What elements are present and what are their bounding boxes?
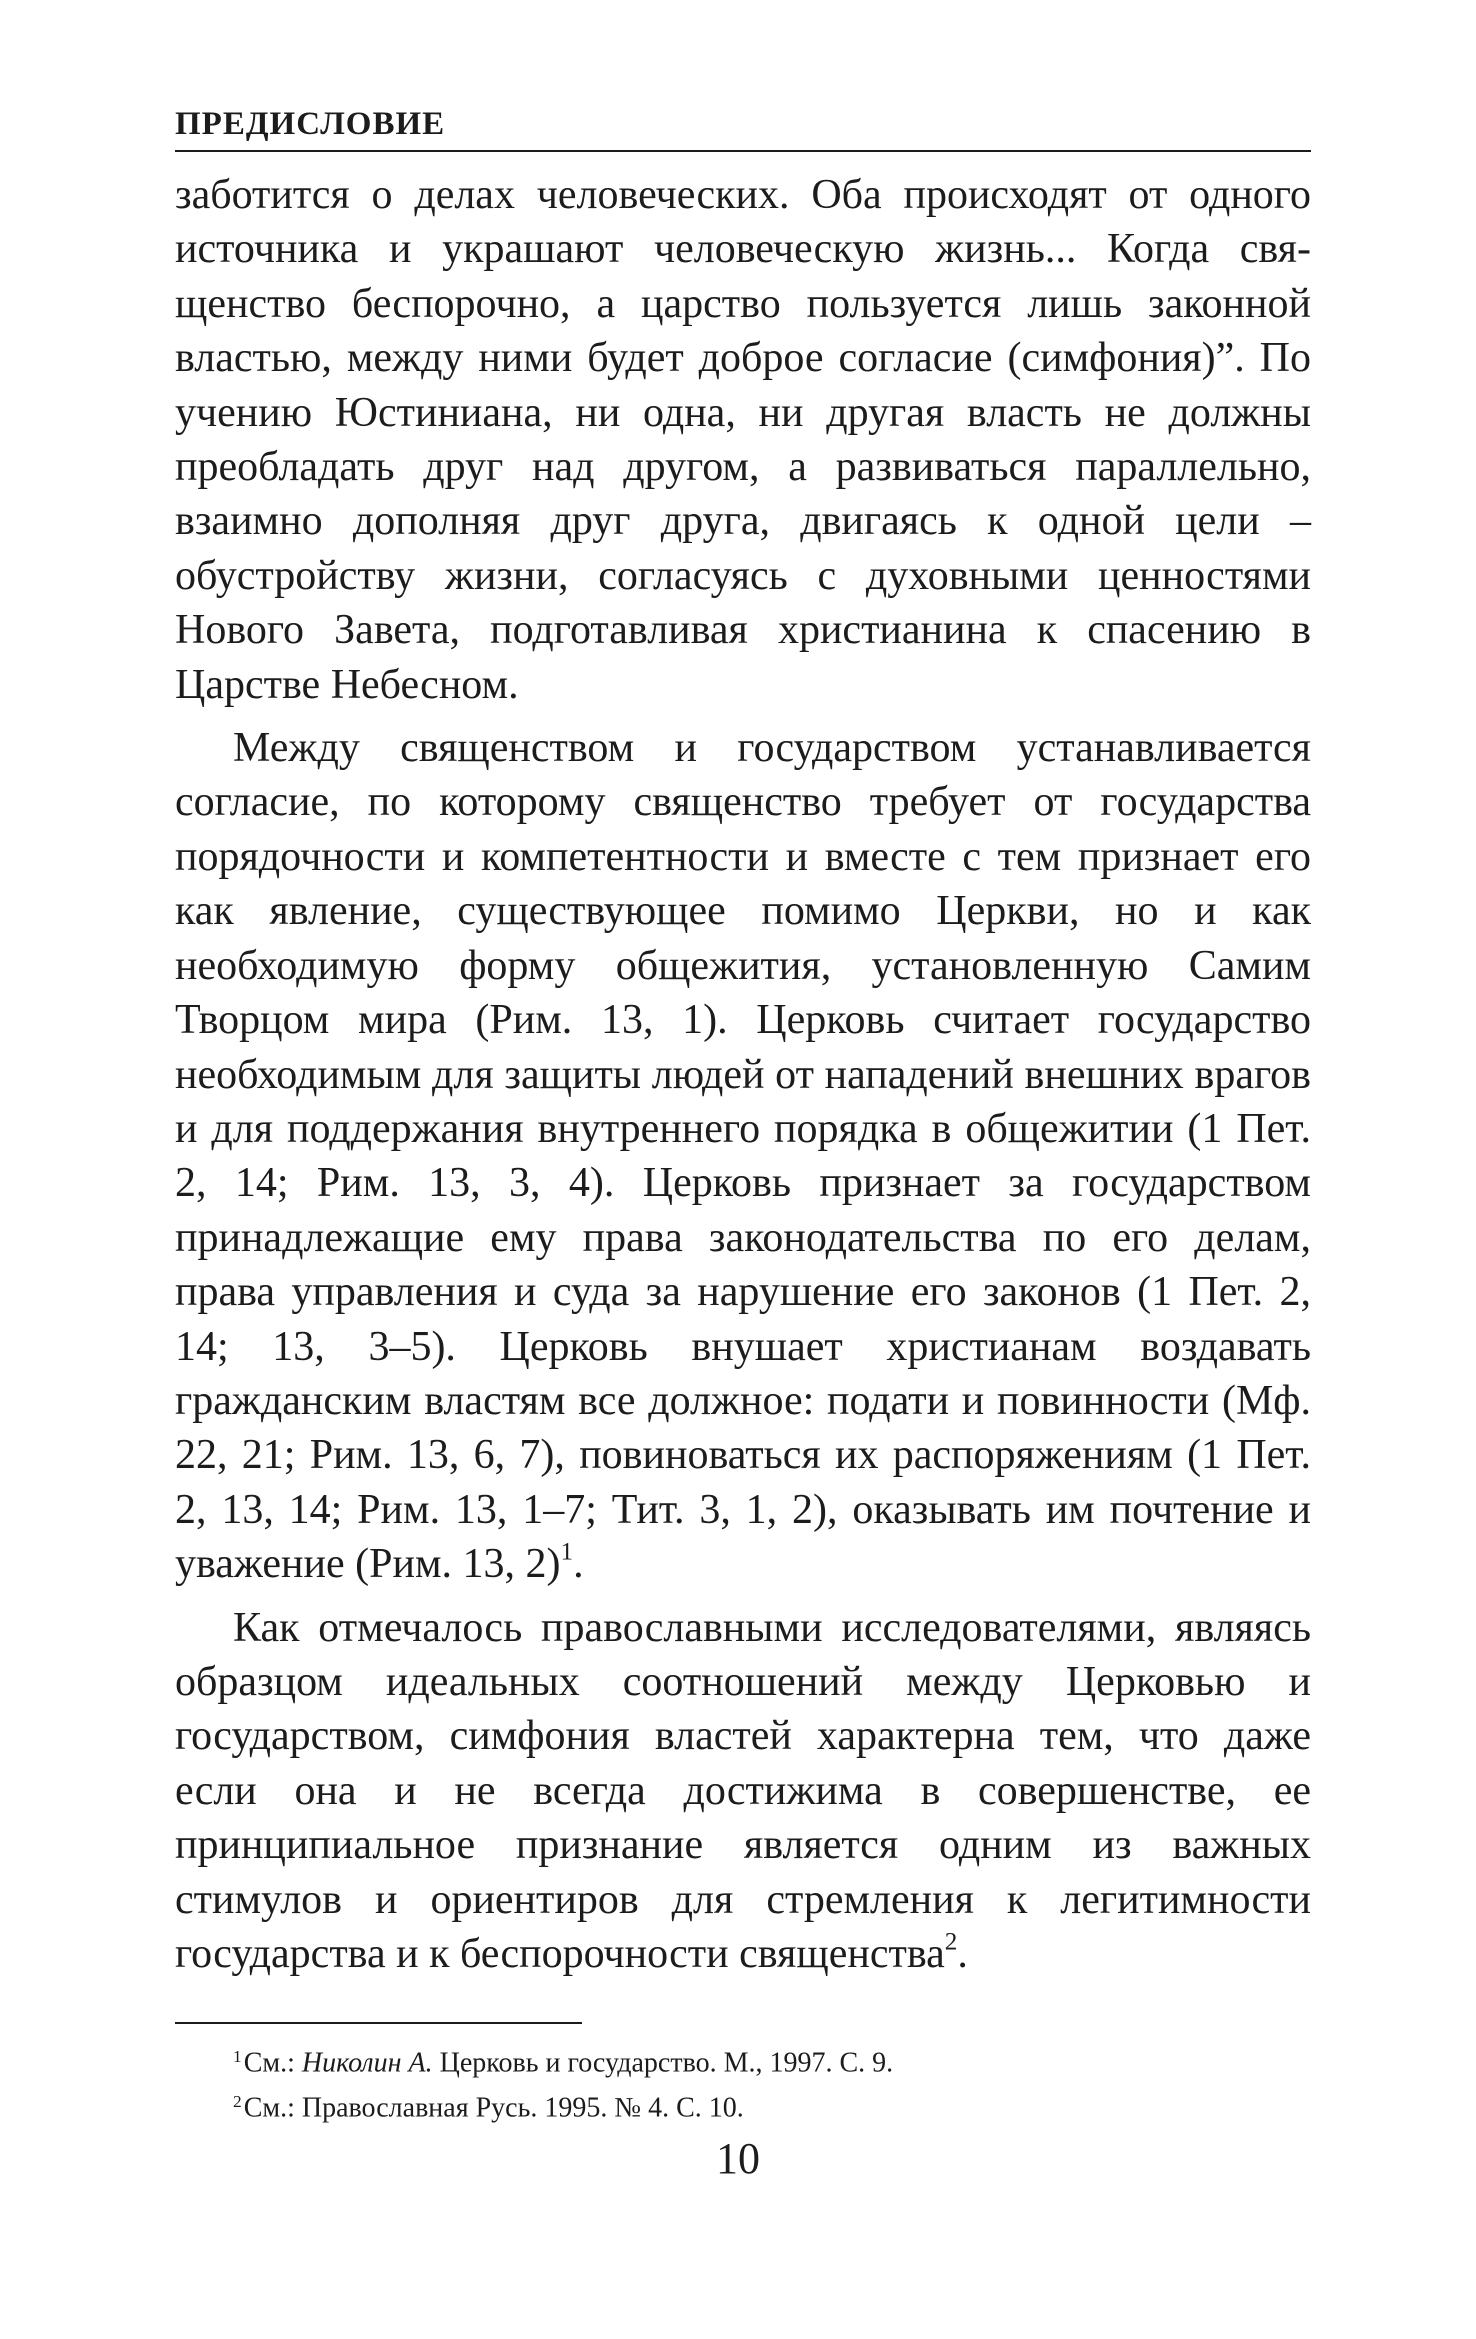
footnote-2 xyxy=(175,2083,1311,2128)
paragraph-1 xyxy=(175,168,1311,712)
footnote-text: Православная Русь. 1995. № 4. С. 10. xyxy=(301,2092,744,2124)
body-text xyxy=(175,168,1311,1981)
footnote-prefix: См.: xyxy=(243,2092,302,2124)
footnote-rule xyxy=(175,2022,582,2024)
footnote-number: 1 xyxy=(233,2047,242,2066)
footnote-prefix: См.: xyxy=(243,2047,302,2079)
page-number: 10 xyxy=(716,2134,760,2183)
paragraph-3 xyxy=(175,1601,1311,1982)
footnote-ref-2[interactable]: 2 xyxy=(944,1928,958,1956)
footnote-number: 2 xyxy=(233,2091,242,2111)
header-rule xyxy=(175,150,1311,152)
paragraph-2-end: . xyxy=(573,1541,584,1588)
footnote-text: Церковь и государство. М., 1997. С. 9. xyxy=(432,2047,894,2079)
running-head: ПРЕДИСЛОВИЕ xyxy=(175,106,446,142)
paragraph-3-text: Как отмечалось православными исследователями, являясь образцом идеальных соотношений между Церковью и государством, симфония властей характерна тем, что даже если она и не всегда достижима в совершенстве, ее принципиальное признание является одним из важных стимулов и ориентиров для стремления к легитимности государства и к беспорочности священства xyxy=(175,1604,1311,1977)
paragraph-2-text: Между священством и государством устанавливается согласие, по которому священство требует от государства порядочности и компетентности и вместе с тем признает его как явление, существующее помимо Церкви, но и как необходимую форму общежития, установленную Самим Творцом мира (Рим. 13, 1). Церковь считает государство необходимым для защиты людей от нападений внешних врагов и для поддержания внутреннего порядка в общежитии (1 Пет. 2, 14; Рим. 13, 3, 4). Церковь признает за государством принадлежащие ему права законодательства по его делам, права управления и суда за нарушение его законов (1 Пет. 2, 14; 13, 3–5). Церковь внушает христианам воздавать гражданским властям все должное: подати и повинности (Мф. 22, 21; Рим. 13, 6, 7), повиноваться их распоряжениям (1 Пет. 2, 13, 14; Рим. 13, 1–7; Тит. 3, 1, 2), оказывать им почтение и уважение (Рим. 13, 2) xyxy=(175,725,1311,1588)
footnote-1 xyxy=(175,2038,1311,2083)
footnote-author: Николин А. xyxy=(301,2047,433,2079)
footnotes xyxy=(175,2038,1311,2127)
footnote-ref-1[interactable]: 1 xyxy=(560,1538,574,1566)
paragraph-2 xyxy=(175,721,1311,1592)
paragraph-1-text: заботится о делах человеческих. Оба происходят от одного источника и украшают человеческую жизнь... Когда священство беспорочно, а царство пользуется лишь законной властью, между ними будет доброе согласие (симфония)”. По учению Юстиниана, ни одна, ни другая власть не должны преобладать друг над другом, а развиваться параллельно, взаимно дополняя друг друга, двигаясь к одной цели – обустройству жизни, согласуясь с духовными ценностями Нового Завета, подготавливая христианина к спасению в Царстве Небесном. xyxy=(175,172,1311,708)
paragraph-3-end: . xyxy=(957,1931,968,1977)
